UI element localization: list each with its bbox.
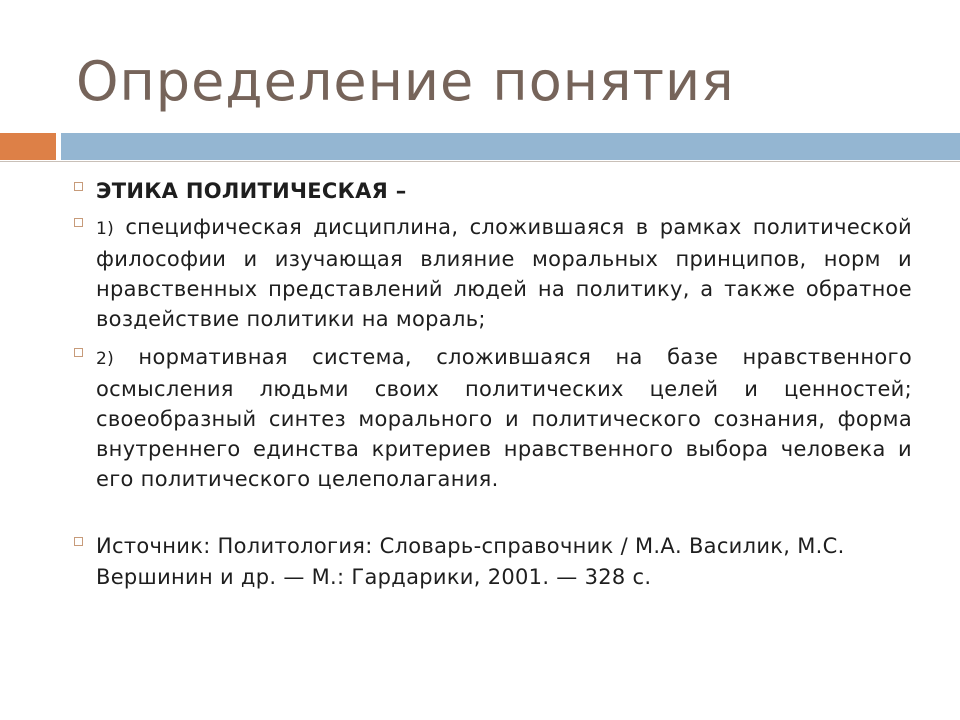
meaning-2-text: нормативная система, сложившаяся на базе нравственного осмысления людьми своих политических целей и ценностей; своеобразный синтез морального и политического сознания, форма внутреннего единства критериев нравственного выбора человека и его политического целеполагания. — [96, 345, 912, 491]
meaning-1-text: специфическая дисциплина, сложившаяся в рамках политической философии и изучающая влияние моральных принципов, норм и нравственных представлений людей на политику, а также обратное воздействие политики на мораль; — [96, 215, 912, 331]
slide-title: Определение понятия — [76, 50, 735, 113]
term-heading: ЭТИКА ПОЛИТИЧЕСКАЯ – — [96, 179, 407, 203]
bullet-source — [74, 531, 912, 593]
slide-body — [74, 176, 912, 593]
square-bullet-icon — [74, 348, 83, 357]
meaning-2-number: 2) — [96, 349, 115, 369]
title-divider-bar — [61, 133, 960, 160]
bullet-meaning-2 — [74, 342, 912, 494]
square-bullet-icon — [74, 218, 83, 227]
square-bullet-icon — [74, 537, 83, 546]
bullet-term — [74, 176, 912, 206]
title-divider-line — [0, 161, 960, 162]
source-citation: Источник: Политология: Словарь-справочник / М.А. Василик, М.С. Вершинин и др. — М.: Гардарики, 2001. — 328 с. — [96, 534, 845, 589]
bullet-meaning-1 — [74, 212, 912, 334]
meaning-1-number: 1) — [96, 219, 115, 239]
square-bullet-icon — [74, 182, 83, 191]
title-accent-bar — [0, 133, 56, 160]
